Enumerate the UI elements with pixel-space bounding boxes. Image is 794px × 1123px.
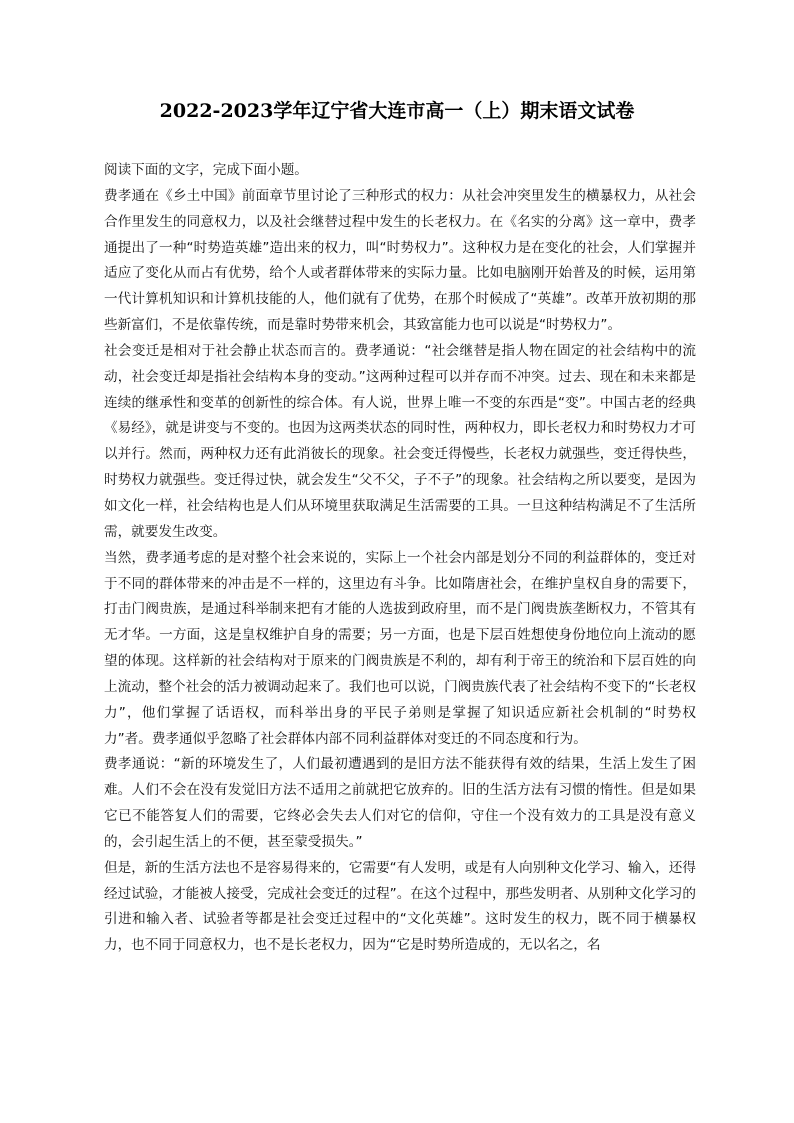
instruction-paragraph: 阅读下面的文字，完成下面小题。 <box>104 162 308 178</box>
passage-paragraph-1: 费孝通在《乡土中国》前面章节里讨论了三种形式的权力：从社会冲突里发生的横暴权力，从社会合作里发生的同意权力，以及社会继替过程中发生的长老权力。在《名实的分离》这一章中，费孝通提出了一种“时势造英雄”造出来的权力，叫“时势权力”。这种权力是在变化的社会，人们掌握并适应了变化从而占有优势，给个人或者群体带来的实际力量。比如电脑刚开始普及的时候，运用第一代计算机知识和计算机技能的人，他们就有了优势，在那个时候成了“英雄”。改革开放初期的那些新富们，不是依靠传统，而是靠时势带来机会，其致富能力也可以说是“时势权力”。 <box>104 187 696 334</box>
document-title: 2022-2023学年辽宁省大连市高一（上）期末语文试卷 <box>159 100 635 122</box>
reading-passage <box>104 158 696 959</box>
passage-paragraph-2: 社会变迁是相对于社会静止状态而言的。费孝通说：“社会继替是指人物在固定的社会结构中的流动，社会变迁却是指社会结构本身的变动。”这两种过程可以并存而不冲突。过去、现在和未来都是连续的继承性和变革的创新性的综合体。有人说，世界上唯一不变的东西是“变”。中国古老的经典《易经》，就是讲变与不变的。也因为这两类状态的同时性，两种权力，即长老权力和时势权力才可以并行。然而，两种权力还有此消彼长的现象。社会变迁得慢些，长老权力就强些，变迁得快些，时势权力就强些。变迁得过快，就会发生“父不父，子不子”的现象。社会结构之所以要变，是因为如文化一样，社会结构也是人们从环境里获取满足生活需要的工具。一旦这种结构满足不了生活所需，就要发生改变。 <box>104 342 696 540</box>
passage-paragraph-3: 当然，费孝通考虑的是对整个社会来说的，实际上一个社会内部是划分不同的利益群体的，变迁对于不同的群体带来的冲击是不一样的，这里边有斗争。比如隋唐社会，在维护皇权自身的需要下，打击门阀贵族，是通过科举制来把有才能的人选拔到政府里，而不是门阀贵族垄断权力，不管其有无才华。一方面，这是皇权维护自身的需要；另一方面，也是下层百姓想使身份地位向上流动的愿望的体现。这样新的社会结构对于原来的门阀贵族是不利的，却有利于帝王的统治和下层百姓的向上流动，整个社会的活力被调动起来了。我们也可以说，门阀贵族代表了社会结构不变下的“长老权力”，他们掌握了话语权，而科举出身的平民子弟则是掌握了知识适应新社会机制的“时势权力”者。费孝通似乎忽略了社会群体内部不同利益群体对变迁的不同态度和行为。 <box>104 549 696 747</box>
passage-paragraph-5: 但是，新的生活方法也不是容易得来的，它需要“有人发明，或是有人向别种文化学习、输入，还得经过试验，才能被人接受，完成社会变迁的过程”。在这个过程中，那些发明者、从别种文化学习的引进和输入者、试验者等都是社会变迁过程中的“文化英雄”。这时发生的权力，既不同于横暴权力，也不同于同意权力，也不是长老权力，因为“它是时势所造成的，无以名之，名 <box>104 859 696 954</box>
passage-paragraph-4: 费孝通说：“新的环境发生了，人们最初遭遇到的是旧方法不能获得有效的结果，生活上发生了困难。人们不会在没有发觉旧方法不适用之前就把它放弃的。旧的生活方法有习惯的惰性。但是如果它已不能答复人们的需要，它终必会失去人们对它的信仰，守住一个没有效力的工具是没有意义的，会引起生活上的不便，甚至蒙受损失。” <box>104 756 696 850</box>
